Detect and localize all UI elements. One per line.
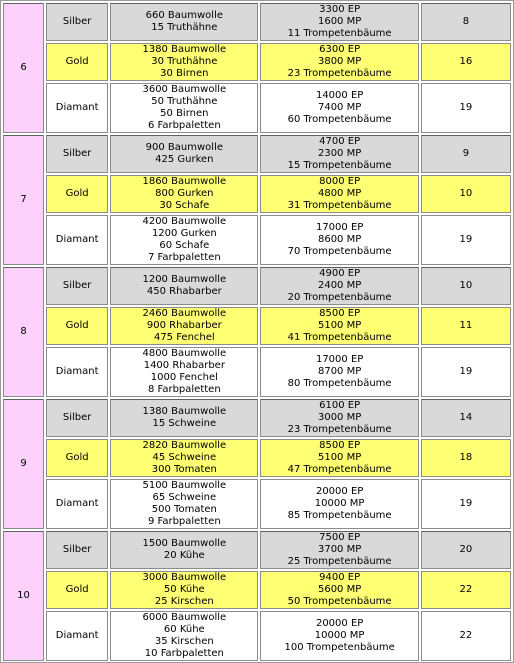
rewards-cell	[260, 175, 418, 213]
requirement-item: 50 Kühe	[163, 584, 205, 595]
requirement-item: 900 Rhabarber	[146, 320, 222, 331]
tier-cell: Diamant	[46, 83, 108, 133]
table-row	[3, 571, 511, 609]
requirement-item: 35 Kirschen	[154, 636, 214, 647]
level-rewards-table	[1, 1, 513, 663]
requirement-item: 15 Schweine	[152, 418, 217, 429]
requirement-item: 450 Rhabarber	[146, 286, 222, 297]
table-row	[3, 347, 511, 397]
rewards-cell	[260, 267, 418, 305]
table-row	[3, 135, 511, 173]
requirement-item: 25 Kirschen	[154, 596, 214, 607]
value-cell: 20	[421, 531, 511, 569]
reward-item: 20000 EP	[315, 618, 364, 629]
table-row	[3, 175, 511, 213]
reward-item: 5100 MP	[317, 320, 362, 331]
requirements-cell	[110, 215, 258, 265]
requirements-cell	[110, 135, 258, 173]
reward-item: 80 Trompetenbäume	[287, 378, 392, 389]
rewards-cell	[260, 571, 418, 609]
requirement-item: 10 Farbpaletten	[144, 648, 224, 659]
requirements-cell	[110, 439, 258, 477]
reward-item: 47 Trompetenbäume	[287, 464, 392, 475]
table-row	[3, 531, 511, 569]
reward-item: 17000 EP	[315, 222, 364, 233]
reward-item: 5600 MP	[317, 584, 362, 595]
reward-item: 100 Trompetenbäume	[284, 642, 395, 653]
requirement-item: 475 Fenchel	[153, 332, 215, 343]
tier-cell: Silber	[46, 267, 108, 305]
value-cell: 16	[421, 43, 511, 81]
requirements-cell	[110, 175, 258, 213]
tier-cell: Silber	[46, 531, 108, 569]
reward-item: 2400 MP	[317, 280, 362, 291]
requirements-cell	[110, 307, 258, 345]
table-row	[3, 3, 511, 41]
requirement-item: 3600 Baumwolle	[142, 84, 227, 95]
requirement-item: 425 Gurken	[155, 154, 214, 165]
tier-cell: Gold	[46, 175, 108, 213]
reward-item: 14000 EP	[315, 90, 364, 101]
level-cell: 9	[3, 399, 44, 529]
reward-item: 3800 MP	[317, 56, 362, 67]
requirement-item: 1200 Gurken	[151, 228, 217, 239]
requirements-cell	[110, 347, 258, 397]
tier-cell: Gold	[46, 439, 108, 477]
requirements-cell	[110, 3, 258, 41]
reward-item: 7500 EP	[319, 532, 361, 543]
reward-item: 10000 MP	[314, 630, 365, 641]
reward-item: 2300 MP	[317, 148, 362, 159]
requirement-item: 65 Schweine	[152, 492, 217, 503]
requirement-item: 300 Tomaten	[151, 464, 217, 475]
requirement-item: 20 Kühe	[163, 550, 205, 561]
requirement-item: 800 Gurken	[155, 188, 214, 199]
reward-item: 41 Trompetenbäume	[287, 332, 392, 343]
rewards-cell	[260, 439, 418, 477]
requirement-item: 1000 Fenchel	[150, 372, 218, 383]
requirement-item: 1200 Baumwolle	[142, 274, 227, 285]
reward-item: 70 Trompetenbäume	[287, 246, 392, 257]
value-cell: 14	[421, 399, 511, 437]
reward-item: 4900 EP	[319, 268, 361, 279]
reward-item: 4700 EP	[319, 136, 361, 147]
requirement-item: 4800 Baumwolle	[142, 348, 227, 359]
reward-item: 4800 MP	[317, 188, 362, 199]
reward-item: 6300 EP	[319, 44, 361, 55]
tier-cell: Diamant	[46, 479, 108, 529]
requirement-item: 900 Baumwolle	[145, 142, 223, 153]
rewards-cell	[260, 43, 418, 81]
table-row	[3, 43, 511, 81]
table-row	[3, 267, 511, 305]
requirement-item: 15 Truthähne	[151, 22, 218, 33]
reward-item: 5100 MP	[317, 452, 362, 463]
level-cell: 10	[3, 531, 44, 661]
value-cell: 18	[421, 439, 511, 477]
requirement-item: 2820 Baumwolle	[142, 440, 227, 451]
reward-item: 20000 EP	[315, 486, 364, 497]
value-cell: 8	[421, 3, 511, 41]
requirement-item: 1380 Baumwolle	[142, 44, 227, 55]
requirement-item: 60 Schafe	[159, 240, 210, 251]
rewards-cell	[260, 399, 418, 437]
tier-cell: Silber	[46, 135, 108, 173]
value-cell: 11	[421, 307, 511, 345]
level-cell: 7	[3, 135, 44, 265]
tier-cell: Gold	[46, 571, 108, 609]
tier-cell: Gold	[46, 307, 108, 345]
requirement-item: 6 Farbpaletten	[147, 120, 221, 131]
value-cell: 19	[421, 479, 511, 529]
reward-item: 3000 MP	[317, 412, 362, 423]
requirement-item: 50 Truthähne	[151, 96, 218, 107]
rewards-cell	[260, 135, 418, 173]
reward-item: 6100 EP	[319, 400, 361, 411]
value-cell: 22	[421, 611, 511, 661]
requirement-item: 660 Baumwolle	[145, 10, 223, 21]
reward-item: 7400 MP	[317, 102, 362, 113]
requirement-item: 50 Birnen	[160, 108, 209, 119]
reward-item: 23 Trompetenbäume	[287, 68, 392, 79]
table-row	[3, 307, 511, 345]
requirement-item: 1380 Baumwolle	[142, 406, 227, 417]
rewards-cell	[260, 347, 418, 397]
reward-item: 3700 MP	[317, 544, 362, 555]
requirement-item: 30 Truthähne	[151, 56, 218, 67]
tier-cell: Silber	[46, 3, 108, 41]
value-cell: 19	[421, 215, 511, 265]
reward-item: 85 Trompetenbäume	[287, 510, 392, 521]
value-cell: 10	[421, 175, 511, 213]
table-row	[3, 83, 511, 133]
requirements-cell	[110, 611, 258, 661]
tier-cell: Diamant	[46, 611, 108, 661]
requirement-item: 30 Schafe	[159, 200, 210, 211]
requirement-item: 1400 Rhabarber	[143, 360, 225, 371]
requirements-cell	[110, 43, 258, 81]
requirement-item: 60 Kühe	[163, 624, 205, 635]
requirements-cell	[110, 479, 258, 529]
value-cell: 9	[421, 135, 511, 173]
requirement-item: 30 Birnen	[160, 68, 209, 79]
reward-item: 9400 EP	[319, 572, 361, 583]
tier-cell: Gold	[46, 43, 108, 81]
reward-item: 11 Trompetenbäume	[287, 28, 392, 39]
table-row	[3, 399, 511, 437]
table-row	[3, 439, 511, 477]
rewards-cell	[260, 83, 418, 133]
requirement-item: 3000 Baumwolle	[142, 572, 227, 583]
requirement-item: 45 Schweine	[152, 452, 217, 463]
requirement-item: 500 Tomaten	[151, 504, 217, 515]
reward-item: 8000 EP	[319, 176, 361, 187]
value-cell: 22	[421, 571, 511, 609]
requirement-item: 4200 Baumwolle	[142, 216, 227, 227]
rewards-cell	[260, 3, 418, 41]
reward-item: 20 Trompetenbäume	[287, 292, 392, 303]
requirement-item: 2460 Baumwolle	[142, 308, 227, 319]
rewards-cell	[260, 611, 418, 661]
reward-item: 8500 EP	[319, 440, 361, 451]
table-row	[3, 611, 511, 661]
requirement-item: 6000 Baumwolle	[142, 612, 227, 623]
table-row	[3, 215, 511, 265]
requirements-cell	[110, 267, 258, 305]
requirements-cell	[110, 571, 258, 609]
requirement-item: 9 Farbpaletten	[147, 516, 221, 527]
rewards-cell	[260, 479, 418, 529]
rewards-cell	[260, 215, 418, 265]
reward-item: 50 Trompetenbäume	[287, 596, 392, 607]
reward-item: 8700 MP	[317, 366, 362, 377]
level-cell: 6	[3, 3, 44, 133]
requirement-item: 1860 Baumwolle	[142, 176, 227, 187]
requirement-item: 1500 Baumwolle	[142, 538, 227, 549]
level-cell: 8	[3, 267, 44, 397]
reward-item: 15 Trompetenbäume	[287, 160, 392, 171]
reward-item: 10000 MP	[314, 498, 365, 509]
requirements-cell	[110, 531, 258, 569]
reward-item: 31 Trompetenbäume	[287, 200, 392, 211]
reward-item: 23 Trompetenbäume	[287, 424, 392, 435]
reward-item: 3300 EP	[319, 4, 361, 15]
requirements-cell	[110, 399, 258, 437]
reward-item: 60 Trompetenbäume	[287, 114, 392, 125]
value-cell: 19	[421, 83, 511, 133]
table-body	[3, 3, 511, 661]
table-row	[3, 479, 511, 529]
tier-cell: Diamant	[46, 347, 108, 397]
requirement-item: 8 Farbpaletten	[147, 384, 221, 395]
requirement-item: 5100 Baumwolle	[142, 480, 227, 491]
reward-item: 17000 EP	[315, 354, 364, 365]
value-cell: 10	[421, 267, 511, 305]
reward-item: 8500 EP	[319, 308, 361, 319]
tier-cell: Silber	[46, 399, 108, 437]
rewards-cell	[260, 307, 418, 345]
reward-item: 1600 MP	[317, 16, 362, 27]
tier-cell: Diamant	[46, 215, 108, 265]
requirements-cell	[110, 83, 258, 133]
rewards-cell	[260, 531, 418, 569]
reward-item: 25 Trompetenbäume	[287, 556, 392, 567]
requirement-item: 7 Farbpaletten	[147, 252, 221, 263]
value-cell: 19	[421, 347, 511, 397]
reward-item: 8600 MP	[317, 234, 362, 245]
